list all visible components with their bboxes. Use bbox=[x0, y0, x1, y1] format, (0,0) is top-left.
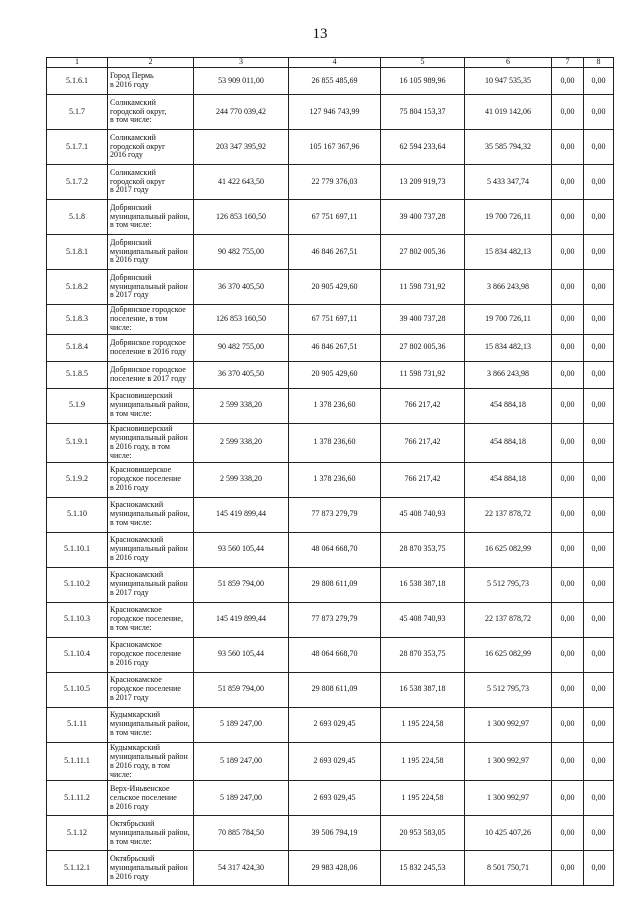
cell-name bbox=[108, 497, 194, 532]
row-name-text: Краснокамское городское поселение, в том числе: bbox=[110, 605, 183, 633]
row-name-text: Город Пермь в 2016 году bbox=[110, 71, 154, 89]
cell-col-4: 2 693 029,45 bbox=[289, 707, 381, 742]
cell-col-6: 8 501 750,71 bbox=[465, 851, 552, 886]
cell-col-8: 0,00 bbox=[584, 851, 614, 886]
cell-total: 2 599 338,20 bbox=[194, 462, 289, 497]
cell-col-5: 766 217,42 bbox=[381, 388, 465, 423]
header-col-8: 8 bbox=[584, 58, 614, 68]
cell-col-5: 75 804 153,37 bbox=[381, 95, 465, 130]
cell-col-6: 16 625 082,99 bbox=[465, 637, 552, 672]
row-name-text: Добрянский муниципальный район в 2017 году bbox=[110, 272, 188, 300]
cell-code: 5.1.10.4 bbox=[47, 637, 108, 672]
cell-name bbox=[108, 270, 194, 305]
page-number: 13 bbox=[312, 26, 328, 42]
header-col-6: 6 bbox=[465, 58, 552, 68]
cell-col-5: 45 408 740,93 bbox=[381, 602, 465, 637]
cell-name bbox=[108, 165, 194, 200]
header-col-5: 5 bbox=[381, 58, 465, 68]
cell-col-8: 0,00 bbox=[584, 235, 614, 270]
cell-col-4: 77 873 279,79 bbox=[289, 602, 381, 637]
cell-code: 5.1.11.1 bbox=[47, 742, 108, 781]
table-body bbox=[47, 68, 614, 886]
cell-col-5: 27 802 005,36 bbox=[381, 235, 465, 270]
cell-col-4: 48 064 668,70 bbox=[289, 532, 381, 567]
row-name-text: Краснокамский муниципальный район в 2017 году bbox=[110, 570, 188, 598]
cell-code: 5.1.11.2 bbox=[47, 781, 108, 816]
cell-total: 51 859 794,00 bbox=[194, 672, 289, 707]
cell-col-8: 0,00 bbox=[584, 305, 614, 335]
table-row bbox=[47, 497, 614, 532]
cell-col-4: 39 506 794,19 bbox=[289, 816, 381, 851]
header-col-7: 7 bbox=[552, 58, 584, 68]
cell-name bbox=[108, 423, 194, 462]
cell-total: 41 422 643,50 bbox=[194, 165, 289, 200]
table-row bbox=[47, 567, 614, 602]
cell-col-6: 16 625 082,99 bbox=[465, 532, 552, 567]
cell-col-5: 27 802 005,36 bbox=[381, 334, 465, 361]
cell-col-8: 0,00 bbox=[584, 497, 614, 532]
cell-code: 5.1.8.1 bbox=[47, 235, 108, 270]
table-row bbox=[47, 637, 614, 672]
cell-col-5: 28 870 353,75 bbox=[381, 532, 465, 567]
header-col-1: 1 bbox=[47, 58, 108, 68]
table-row bbox=[47, 816, 614, 851]
cell-total: 90 482 755,00 bbox=[194, 334, 289, 361]
cell-col-5: 11 598 731,92 bbox=[381, 270, 465, 305]
cell-name bbox=[108, 707, 194, 742]
cell-col-7: 0,00 bbox=[552, 388, 584, 423]
header-col-4: 4 bbox=[289, 58, 381, 68]
row-name-text: Добрянский муниципальный район, в том числе: bbox=[110, 202, 190, 230]
cell-name bbox=[108, 130, 194, 165]
cell-col-8: 0,00 bbox=[584, 95, 614, 130]
cell-col-5: 28 870 353,75 bbox=[381, 637, 465, 672]
cell-col-4: 105 167 367,96 bbox=[289, 130, 381, 165]
cell-col-7: 0,00 bbox=[552, 602, 584, 637]
cell-col-6: 5 512 795,73 bbox=[465, 567, 552, 602]
cell-col-7: 0,00 bbox=[552, 130, 584, 165]
cell-code: 5.1.10.3 bbox=[47, 602, 108, 637]
cell-col-6: 1 300 992,97 bbox=[465, 781, 552, 816]
row-name-text: Верх-Иньвенское сельское поселение в 2016 году bbox=[110, 784, 177, 811]
row-name-text: Красновишерский муниципальный район, в том числе: bbox=[110, 391, 190, 419]
cell-col-7: 0,00 bbox=[552, 305, 584, 335]
cell-col-4: 2 693 029,45 bbox=[289, 781, 381, 816]
cell-col-7: 0,00 bbox=[552, 95, 584, 130]
row-name-text: Краснокамское городское поселение в 2017 году bbox=[110, 675, 181, 703]
cell-total: 2 599 338,20 bbox=[194, 388, 289, 423]
cell-col-4: 46 846 267,51 bbox=[289, 235, 381, 270]
table-row bbox=[47, 742, 614, 781]
cell-code: 5.1.10 bbox=[47, 497, 108, 532]
cell-col-7: 0,00 bbox=[552, 361, 584, 388]
cell-col-5: 16 105 989,96 bbox=[381, 68, 465, 95]
table-row bbox=[47, 602, 614, 637]
row-name-text: Добрянское городское поселение, в том числе: bbox=[110, 305, 186, 332]
row-name-text: Соликамский городской округ 2016 году bbox=[110, 132, 166, 160]
cell-col-8: 0,00 bbox=[584, 165, 614, 200]
row-name-text: Добрянское городское поселение в 2017 году bbox=[110, 364, 187, 383]
cell-col-6: 10 947 535,35 bbox=[465, 68, 552, 95]
cell-col-8: 0,00 bbox=[584, 361, 614, 388]
cell-col-4: 20 905 429,60 bbox=[289, 361, 381, 388]
cell-col-5: 766 217,42 bbox=[381, 462, 465, 497]
table-row bbox=[47, 672, 614, 707]
table-row bbox=[47, 165, 614, 200]
cell-col-8: 0,00 bbox=[584, 462, 614, 497]
cell-col-4: 22 779 376,03 bbox=[289, 165, 381, 200]
cell-col-7: 0,00 bbox=[552, 462, 584, 497]
cell-col-6: 5 512 795,73 bbox=[465, 672, 552, 707]
cell-col-8: 0,00 bbox=[584, 742, 614, 781]
table-row bbox=[47, 388, 614, 423]
cell-col-7: 0,00 bbox=[552, 781, 584, 816]
cell-col-4: 77 873 279,79 bbox=[289, 497, 381, 532]
cell-total: 203 347 395,92 bbox=[194, 130, 289, 165]
cell-col-6: 454 884,18 bbox=[465, 388, 552, 423]
cell-col-6: 3 866 243,98 bbox=[465, 361, 552, 388]
cell-name bbox=[108, 532, 194, 567]
cell-col-8: 0,00 bbox=[584, 781, 614, 816]
cell-name bbox=[108, 567, 194, 602]
table-row bbox=[47, 68, 614, 95]
cell-col-6: 41 019 142,06 bbox=[465, 95, 552, 130]
row-name-text: Красновишерское городское поселение в 2016 году bbox=[110, 465, 181, 493]
cell-col-7: 0,00 bbox=[552, 497, 584, 532]
cell-name bbox=[108, 781, 194, 816]
cell-col-7: 0,00 bbox=[552, 742, 584, 781]
cell-col-7: 0,00 bbox=[552, 334, 584, 361]
cell-total: 5 189 247,00 bbox=[194, 742, 289, 781]
cell-col-8: 0,00 bbox=[584, 532, 614, 567]
cell-code: 5.1.8.2 bbox=[47, 270, 108, 305]
cell-col-5: 16 538 387,18 bbox=[381, 672, 465, 707]
cell-col-4: 67 751 697,11 bbox=[289, 200, 381, 235]
cell-name bbox=[108, 388, 194, 423]
cell-col-7: 0,00 bbox=[552, 423, 584, 462]
cell-total: 70 885 784,50 bbox=[194, 816, 289, 851]
cell-col-6: 15 834 482,13 bbox=[465, 235, 552, 270]
cell-name bbox=[108, 462, 194, 497]
cell-total: 90 482 755,00 bbox=[194, 235, 289, 270]
cell-col-7: 0,00 bbox=[552, 637, 584, 672]
cell-total: 126 853 160,50 bbox=[194, 200, 289, 235]
cell-col-7: 0,00 bbox=[552, 270, 584, 305]
cell-col-4: 2 693 029,45 bbox=[289, 742, 381, 781]
cell-code: 5.1.8.3 bbox=[47, 305, 108, 335]
cell-code: 5.1.12 bbox=[47, 816, 108, 851]
cell-col-7: 0,00 bbox=[552, 672, 584, 707]
cell-code: 5.1.10.2 bbox=[47, 567, 108, 602]
row-name-text: Соликамский городской округ в 2017 году bbox=[110, 167, 166, 195]
row-name-text: Октябрьский муниципальный район в 2016 году bbox=[110, 854, 188, 881]
table-row bbox=[47, 781, 614, 816]
cell-col-6: 1 300 992,97 bbox=[465, 742, 552, 781]
table-row bbox=[47, 423, 614, 462]
table-row bbox=[47, 462, 614, 497]
cell-col-5: 39 400 737,28 bbox=[381, 200, 465, 235]
cell-col-6: 1 300 992,97 bbox=[465, 707, 552, 742]
cell-col-7: 0,00 bbox=[552, 200, 584, 235]
cell-col-8: 0,00 bbox=[584, 388, 614, 423]
cell-col-8: 0,00 bbox=[584, 637, 614, 672]
cell-col-4: 48 064 668,70 bbox=[289, 637, 381, 672]
cell-col-7: 0,00 bbox=[552, 68, 584, 95]
cell-col-8: 0,00 bbox=[584, 270, 614, 305]
cell-col-4: 46 846 267,51 bbox=[289, 334, 381, 361]
cell-name bbox=[108, 95, 194, 130]
cell-code: 5.1.9.2 bbox=[47, 462, 108, 497]
cell-name bbox=[108, 334, 194, 361]
table-row bbox=[47, 95, 614, 130]
cell-col-5: 16 538 387,18 bbox=[381, 567, 465, 602]
cell-code: 5.1.10.5 bbox=[47, 672, 108, 707]
cell-col-5: 766 217,42 bbox=[381, 423, 465, 462]
cell-col-5: 1 195 224,58 bbox=[381, 781, 465, 816]
cell-col-4: 127 946 743,99 bbox=[289, 95, 381, 130]
cell-col-4: 29 808 611,09 bbox=[289, 672, 381, 707]
cell-col-5: 11 598 731,92 bbox=[381, 361, 465, 388]
cell-total: 53 909 011,00 bbox=[194, 68, 289, 95]
row-name-text: Кудымкарский муниципальный район в 2016 году, в том числе: bbox=[110, 742, 188, 779]
cell-name bbox=[108, 672, 194, 707]
header-col-2: 2 bbox=[108, 58, 194, 68]
cell-code: 5.1.7.2 bbox=[47, 165, 108, 200]
budget-table bbox=[46, 57, 614, 886]
cell-total: 244 770 039,42 bbox=[194, 95, 289, 130]
cell-name bbox=[108, 200, 194, 235]
cell-col-8: 0,00 bbox=[584, 423, 614, 462]
table-row bbox=[47, 851, 614, 886]
table-row bbox=[47, 707, 614, 742]
header-col-3: 3 bbox=[194, 58, 289, 68]
cell-col-7: 0,00 bbox=[552, 567, 584, 602]
cell-total: 36 370 405,50 bbox=[194, 361, 289, 388]
cell-total: 2 599 338,20 bbox=[194, 423, 289, 462]
table-row bbox=[47, 532, 614, 567]
cell-name bbox=[108, 637, 194, 672]
cell-col-6: 19 700 726,11 bbox=[465, 305, 552, 335]
row-name-text: Красновишерский муниципальный район в 2016 году, в том числе: bbox=[110, 423, 188, 460]
cell-col-6: 5 433 347,74 bbox=[465, 165, 552, 200]
table-row bbox=[47, 200, 614, 235]
table-row bbox=[47, 361, 614, 388]
row-name-text: Кудымкарский муниципальный район, в том числе: bbox=[110, 710, 190, 738]
cell-code: 5.1.9 bbox=[47, 388, 108, 423]
cell-col-5: 45 408 740,93 bbox=[381, 497, 465, 532]
cell-name bbox=[108, 361, 194, 388]
cell-col-5: 15 832 245,53 bbox=[381, 851, 465, 886]
cell-col-6: 454 884,18 bbox=[465, 423, 552, 462]
cell-col-4: 1 378 236,60 bbox=[289, 423, 381, 462]
cell-name bbox=[108, 602, 194, 637]
cell-col-7: 0,00 bbox=[552, 165, 584, 200]
cell-col-8: 0,00 bbox=[584, 567, 614, 602]
cell-code: 5.1.10.1 bbox=[47, 532, 108, 567]
cell-code: 5.1.11 bbox=[47, 707, 108, 742]
cell-name bbox=[108, 851, 194, 886]
cell-col-5: 39 400 737,28 bbox=[381, 305, 465, 335]
cell-col-8: 0,00 bbox=[584, 334, 614, 361]
cell-total: 5 189 247,00 bbox=[194, 707, 289, 742]
cell-name bbox=[108, 816, 194, 851]
cell-col-4: 67 751 697,11 bbox=[289, 305, 381, 335]
cell-total: 93 560 105,44 bbox=[194, 637, 289, 672]
cell-col-6: 15 834 482,13 bbox=[465, 334, 552, 361]
table-row bbox=[47, 305, 614, 335]
row-name-text: Соликамский городской округ, в том числе: bbox=[110, 97, 167, 125]
row-name-text: Добрянский муниципальный район в 2016 году bbox=[110, 237, 188, 265]
cell-code: 5.1.7 bbox=[47, 95, 108, 130]
cell-code: 5.1.6.1 bbox=[47, 68, 108, 95]
table-row bbox=[47, 130, 614, 165]
table-row bbox=[47, 334, 614, 361]
row-name-text: Краснокамский муниципальный район в 2016 году bbox=[110, 535, 188, 563]
cell-col-8: 0,00 bbox=[584, 707, 614, 742]
cell-col-5: 20 953 583,05 bbox=[381, 816, 465, 851]
cell-col-7: 0,00 bbox=[552, 235, 584, 270]
cell-code: 5.1.12.1 bbox=[47, 851, 108, 886]
cell-name bbox=[108, 68, 194, 95]
cell-total: 145 419 899,44 bbox=[194, 602, 289, 637]
cell-col-8: 0,00 bbox=[584, 200, 614, 235]
table-row bbox=[47, 235, 614, 270]
cell-code: 5.1.8.4 bbox=[47, 334, 108, 361]
cell-col-6: 3 866 243,98 bbox=[465, 270, 552, 305]
cell-col-4: 1 378 236,60 bbox=[289, 388, 381, 423]
table-row bbox=[47, 270, 614, 305]
cell-total: 36 370 405,50 bbox=[194, 270, 289, 305]
cell-code: 5.1.8 bbox=[47, 200, 108, 235]
cell-col-5: 1 195 224,58 bbox=[381, 707, 465, 742]
cell-col-4: 1 378 236,60 bbox=[289, 462, 381, 497]
cell-code: 5.1.9.1 bbox=[47, 423, 108, 462]
cell-col-6: 35 585 794,32 bbox=[465, 130, 552, 165]
table-header-row bbox=[47, 58, 614, 68]
cell-col-4: 29 983 428,06 bbox=[289, 851, 381, 886]
cell-code: 5.1.7.1 bbox=[47, 130, 108, 165]
cell-total: 5 189 247,00 bbox=[194, 781, 289, 816]
cell-col-5: 62 594 233,64 bbox=[381, 130, 465, 165]
cell-total: 51 859 794,00 bbox=[194, 567, 289, 602]
cell-col-6: 22 137 878,72 bbox=[465, 602, 552, 637]
cell-name bbox=[108, 305, 194, 335]
cell-total: 145 419 899,44 bbox=[194, 497, 289, 532]
cell-col-6: 10 425 407,26 bbox=[465, 816, 552, 851]
row-name-text: Краснокамский муниципальный район, в том числе: bbox=[110, 500, 190, 528]
cell-col-8: 0,00 bbox=[584, 816, 614, 851]
cell-col-8: 0,00 bbox=[584, 602, 614, 637]
cell-col-7: 0,00 bbox=[552, 816, 584, 851]
cell-col-4: 26 855 485,69 bbox=[289, 68, 381, 95]
cell-total: 93 560 105,44 bbox=[194, 532, 289, 567]
cell-col-6: 454 884,18 bbox=[465, 462, 552, 497]
cell-col-8: 0,00 bbox=[584, 68, 614, 95]
cell-col-4: 29 808 611,09 bbox=[289, 567, 381, 602]
cell-col-6: 22 137 878,72 bbox=[465, 497, 552, 532]
row-name-text: Добрянское городское поселение в 2016 году bbox=[110, 337, 187, 356]
row-name-text: Краснокамское городское поселение в 2016 году bbox=[110, 640, 181, 668]
cell-col-8: 0,00 bbox=[584, 672, 614, 707]
cell-code: 5.1.8.5 bbox=[47, 361, 108, 388]
cell-name bbox=[108, 742, 194, 781]
cell-col-7: 0,00 bbox=[552, 851, 584, 886]
cell-col-7: 0,00 bbox=[552, 707, 584, 742]
cell-col-5: 13 209 919,73 bbox=[381, 165, 465, 200]
cell-total: 54 317 424,30 bbox=[194, 851, 289, 886]
cell-total: 126 853 160,50 bbox=[194, 305, 289, 335]
row-name-text: Октябрьский муниципальный район, в том числе: bbox=[110, 819, 190, 846]
cell-name bbox=[108, 235, 194, 270]
cell-col-4: 20 905 429,60 bbox=[289, 270, 381, 305]
cell-col-6: 19 700 726,11 bbox=[465, 200, 552, 235]
cell-col-7: 0,00 bbox=[552, 532, 584, 567]
cell-col-8: 0,00 bbox=[584, 130, 614, 165]
cell-col-5: 1 195 224,58 bbox=[381, 742, 465, 781]
